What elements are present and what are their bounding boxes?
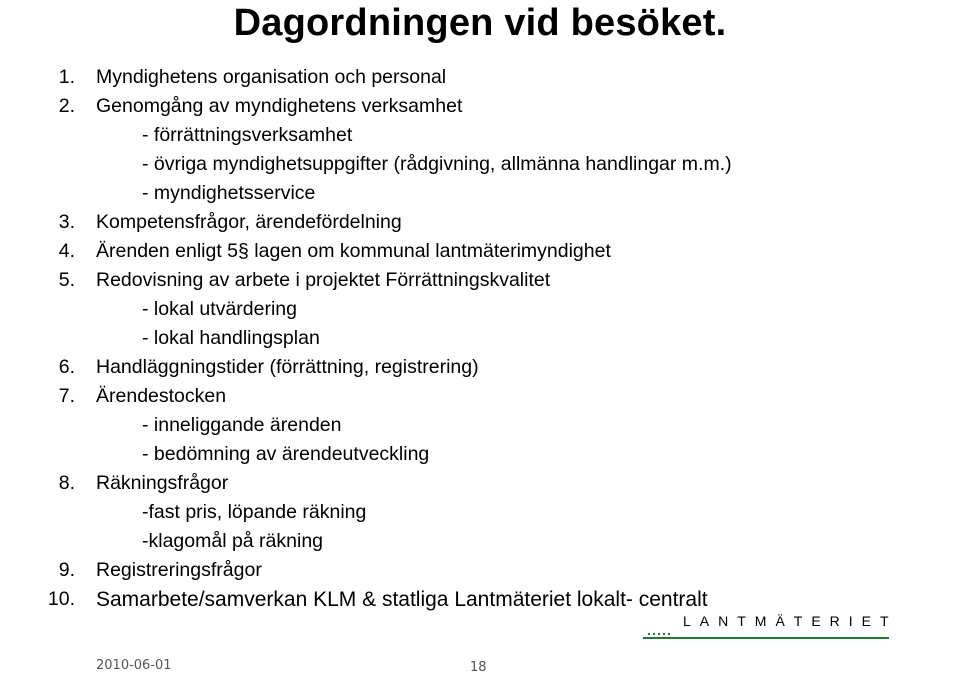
agenda-item-text: Myndighetens organisation och personal xyxy=(96,66,447,88)
agenda-item xyxy=(0,92,960,121)
agenda-subitem-text: - lokal utvärdering xyxy=(142,298,297,320)
footer-date: 2010-06-01 xyxy=(96,658,172,673)
agenda-item-number: 7. xyxy=(58,385,75,407)
agenda-subitem-text: - myndighetsservice xyxy=(142,182,316,204)
agenda-subitem xyxy=(0,440,960,469)
agenda-subitem xyxy=(0,121,960,150)
agenda-item xyxy=(0,63,960,92)
agenda-item-number: 6. xyxy=(58,356,75,378)
agenda-item-text: Handläggningstider (förrättning, registrering) xyxy=(96,356,479,378)
agenda-item xyxy=(0,585,960,614)
agenda-item xyxy=(0,266,960,295)
agenda-item-text: Ärenden enligt 5§ lagen om kommunal lantmäterimyndighet xyxy=(96,240,611,262)
agenda-subitem xyxy=(0,150,960,179)
agenda-item xyxy=(0,237,960,266)
agenda-subitem-text: -klagomål på räkning xyxy=(142,530,324,552)
agenda-subitem-text: - förrättningsverksamhet xyxy=(142,124,353,146)
agenda-subitem xyxy=(0,498,960,527)
agenda-item xyxy=(0,382,960,411)
agenda-item xyxy=(0,208,960,237)
agenda-subitem-text: - lokal handlingsplan xyxy=(142,327,320,349)
page-number: 18 xyxy=(470,660,487,675)
agenda-item-text: Kompetensfrågor, ärendefördelning xyxy=(96,211,402,233)
lantmateriet-logo: LANTMÄTERIET xyxy=(683,613,898,629)
agenda-subitem-text: -fast pris, löpande räkning xyxy=(142,501,367,523)
slide-title: Dagordningen vid besöket. xyxy=(233,2,727,44)
agenda-item-number: 4. xyxy=(58,240,75,262)
agenda-item-number: 9. xyxy=(58,559,75,581)
agenda-item-number: 3. xyxy=(58,211,75,233)
agenda-item-text: Ärendestocken xyxy=(96,385,227,407)
agenda-subitem-text: - övriga myndighetsuppgifter (rådgivning, allmänna handlingar m.m.) xyxy=(142,153,732,175)
agenda-item-text: Registreringsfrågor xyxy=(96,559,262,581)
agenda-subitem-text: - inneliggande ärenden xyxy=(142,414,342,436)
agenda-item-text: Genomgång av myndighetens verksamhet xyxy=(96,95,463,117)
agenda-item-text: Räkningsfrågor xyxy=(96,472,229,494)
agenda-item xyxy=(0,353,960,382)
agenda-item-number: 8. xyxy=(58,472,75,494)
agenda-item-text: Redovisning av arbete i projektet Förrättningskvalitet xyxy=(96,269,551,291)
agenda-subitem xyxy=(0,295,960,324)
agenda-item-number: 5. xyxy=(58,269,75,291)
agenda-item xyxy=(0,556,960,585)
logo-dots-decoration xyxy=(648,630,678,636)
agenda-subitem-text: - bedömning av ärendeutveckling xyxy=(142,443,430,465)
agenda-item xyxy=(0,469,960,498)
agenda-item-number: 10. xyxy=(47,588,75,610)
agenda-subitem xyxy=(0,324,960,353)
logo-rule xyxy=(643,637,889,639)
agenda-item-text: Samarbete/samverkan KLM & statliga Lantmäteriet lokalt- centralt xyxy=(96,588,708,611)
agenda-subitem xyxy=(0,179,960,208)
agenda-item-number: 2. xyxy=(58,95,75,117)
agenda-list xyxy=(0,63,960,614)
agenda-subitem xyxy=(0,411,960,440)
agenda-item-number: 1. xyxy=(58,66,75,88)
agenda-subitem xyxy=(0,527,960,556)
